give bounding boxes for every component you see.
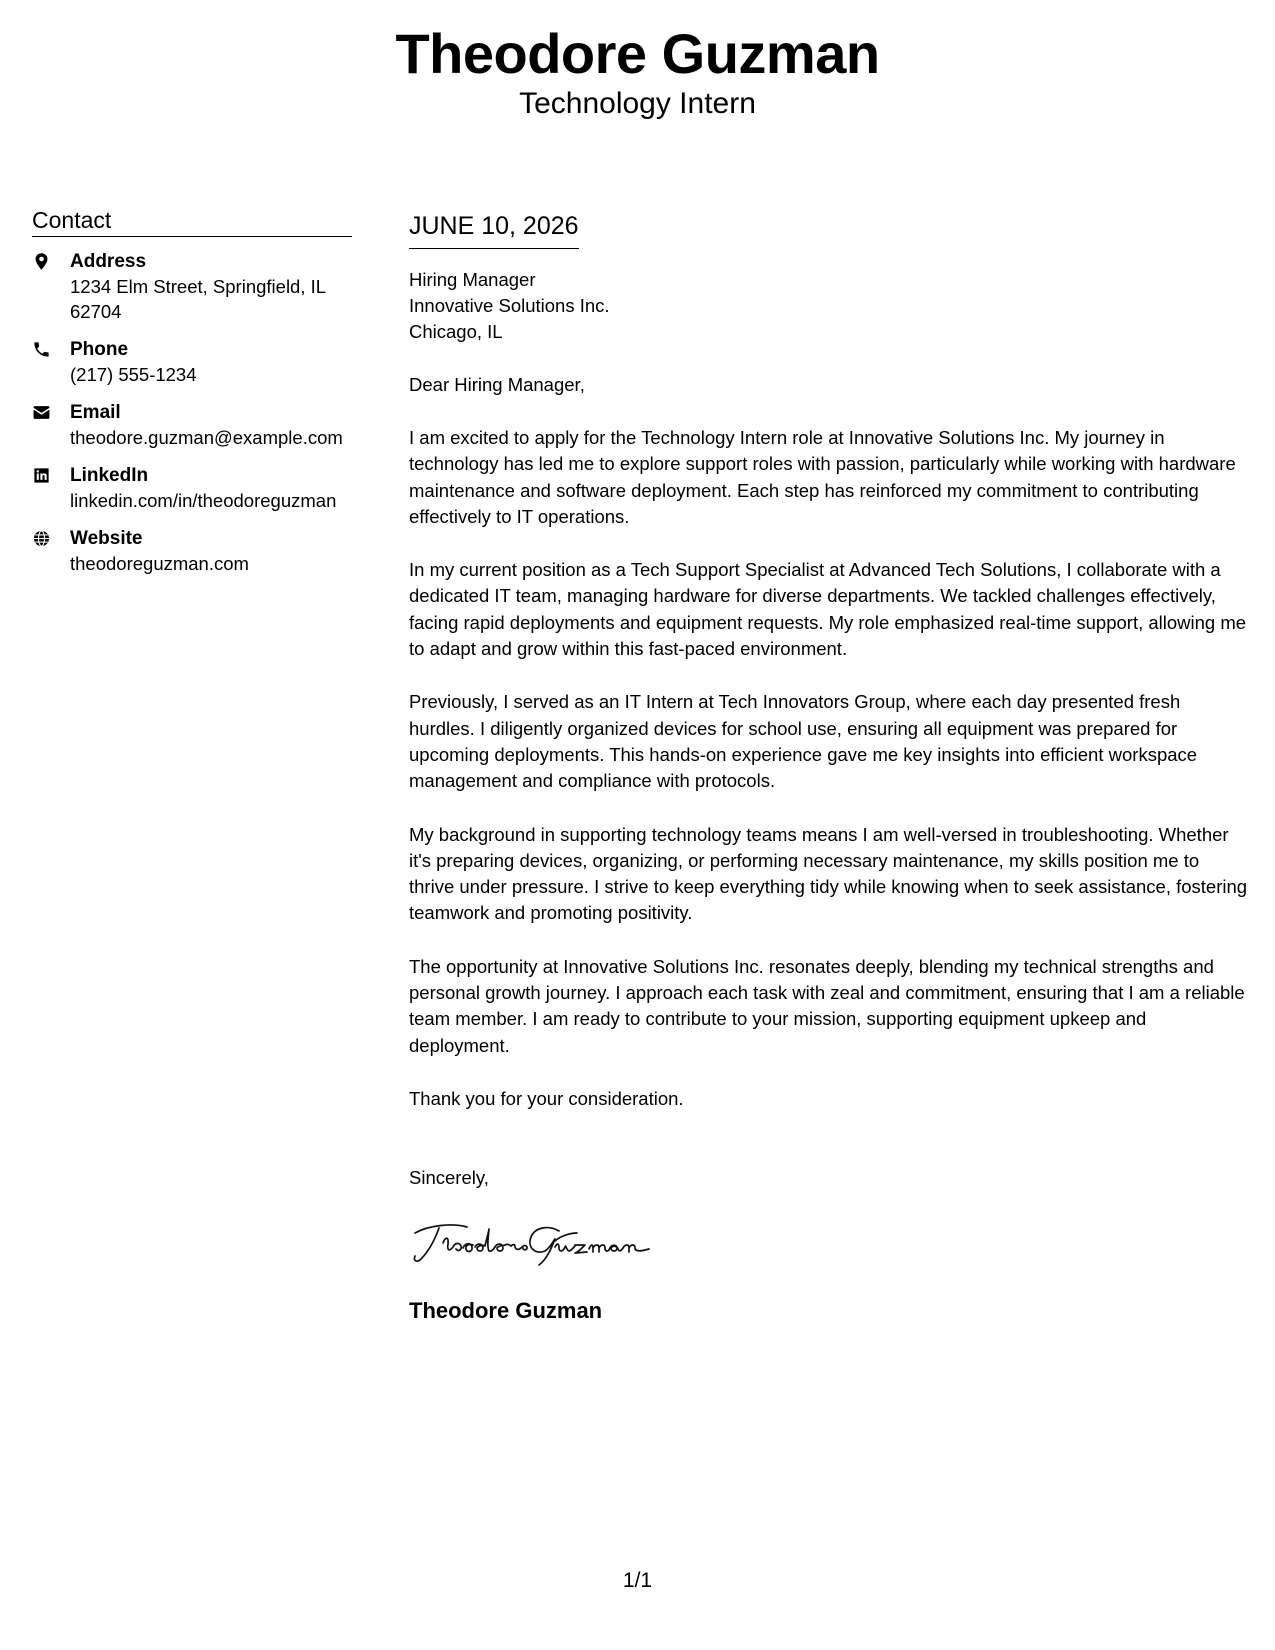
letter-paragraph: Thank you for your consideration.	[409, 1087, 684, 1109]
website-value: theodoreguzman.com	[70, 553, 249, 574]
letter-paragraph: My background in supporting technology teams means I am well-versed in troubleshooting. Whether it's preparing devices, organizing, or performing necessary maintenance, my skills position me to thrive under pressure. I strive to keep everything tidy while knowing when to seek assistance, fostering teamwork and promoting positivity.	[409, 823, 1248, 924]
recipient-line: Hiring Manager	[409, 269, 536, 290]
letter-paragraph: The opportunity at Innovative Solutions Inc. resonates deeply, blending my technical strengths and personal growth journey. I approach each task with zeal and commitment, ensuring that I am a reliable team member. I am ready to contribute to your mission, supporting equipment upkeep and deployment.	[409, 955, 1245, 1056]
signer-name: Theodore Guzman	[409, 1298, 603, 1324]
closing: Sincerely,	[409, 1167, 489, 1189]
linkedin-value: linkedin.com/in/theodoreguzman	[70, 490, 337, 511]
linkedin-label: LinkedIn	[70, 465, 149, 486]
email-value: theodore.guzman@example.com	[70, 427, 343, 448]
contact-item-email	[32, 400, 352, 450]
phone-value: (217) 555-1234	[70, 364, 197, 385]
contact-item-phone	[32, 337, 352, 387]
salutation: Dear Hiring Manager,	[409, 374, 585, 395]
phone-icon	[32, 337, 70, 359]
letter-paragraph: In my current position as a Tech Support Specialist at Advanced Tech Solutions, I collaborate with a dedicated IT team, managing hardware for diverse departments. We tackled challenges effectively, facing rapid deployments and equipment requests. My role emphasized real-time support, allowing me to adapt and grow within this fast-paced environment.	[409, 559, 1247, 660]
phone-label: Phone	[70, 339, 129, 360]
contact-item-address	[32, 249, 352, 324]
linkedin-icon	[32, 463, 70, 485]
address-value: 1234 Elm Street, Springfield, IL 62704	[70, 276, 326, 322]
contact-item-linkedin	[32, 463, 352, 513]
letter-paragraph: I am excited to apply for the Technology Intern role at Innovative Solutions Inc. My journey in technology has led me to explore support roles with passion, particularly while working with hardware maintenance and software deployment. Each step has reinforced my commitment to contributing effectively to IT operations.	[409, 427, 1236, 527]
letter-body	[409, 210, 1249, 1325]
address-label: Address	[70, 251, 147, 272]
letter-paragraph: Previously, I served as an IT Intern at Tech Innovators Group, where each day presented fresh hurdles. I diligently organized devices for school use, ensuring all equipment was prepared for upcoming deployments. This hands-on experience gave me key insights into efficient workspace management and compliance with protocols.	[409, 691, 1198, 792]
letter-header	[0, 22, 1275, 122]
page-number: 1/1	[622, 1569, 653, 1592]
map-pin-icon	[32, 249, 70, 271]
recipient-line: Chicago, IL	[409, 321, 503, 342]
contact-heading: Contact	[32, 206, 352, 237]
recipient-block	[409, 267, 1249, 345]
handwritten-signature	[409, 1219, 1249, 1269]
email-label: Email	[70, 402, 121, 423]
applicant-name: Theodore Guzman	[395, 22, 880, 85]
contact-item-website	[32, 526, 352, 576]
envelope-icon	[32, 400, 70, 422]
recipient-line: Innovative Solutions Inc.	[409, 295, 610, 316]
applicant-title: Technology Intern	[519, 87, 756, 120]
contact-sidebar	[32, 206, 352, 589]
letter-date: JUNE 10, 2026	[409, 210, 579, 249]
globe-icon	[32, 526, 70, 548]
website-label: Website	[70, 528, 143, 549]
